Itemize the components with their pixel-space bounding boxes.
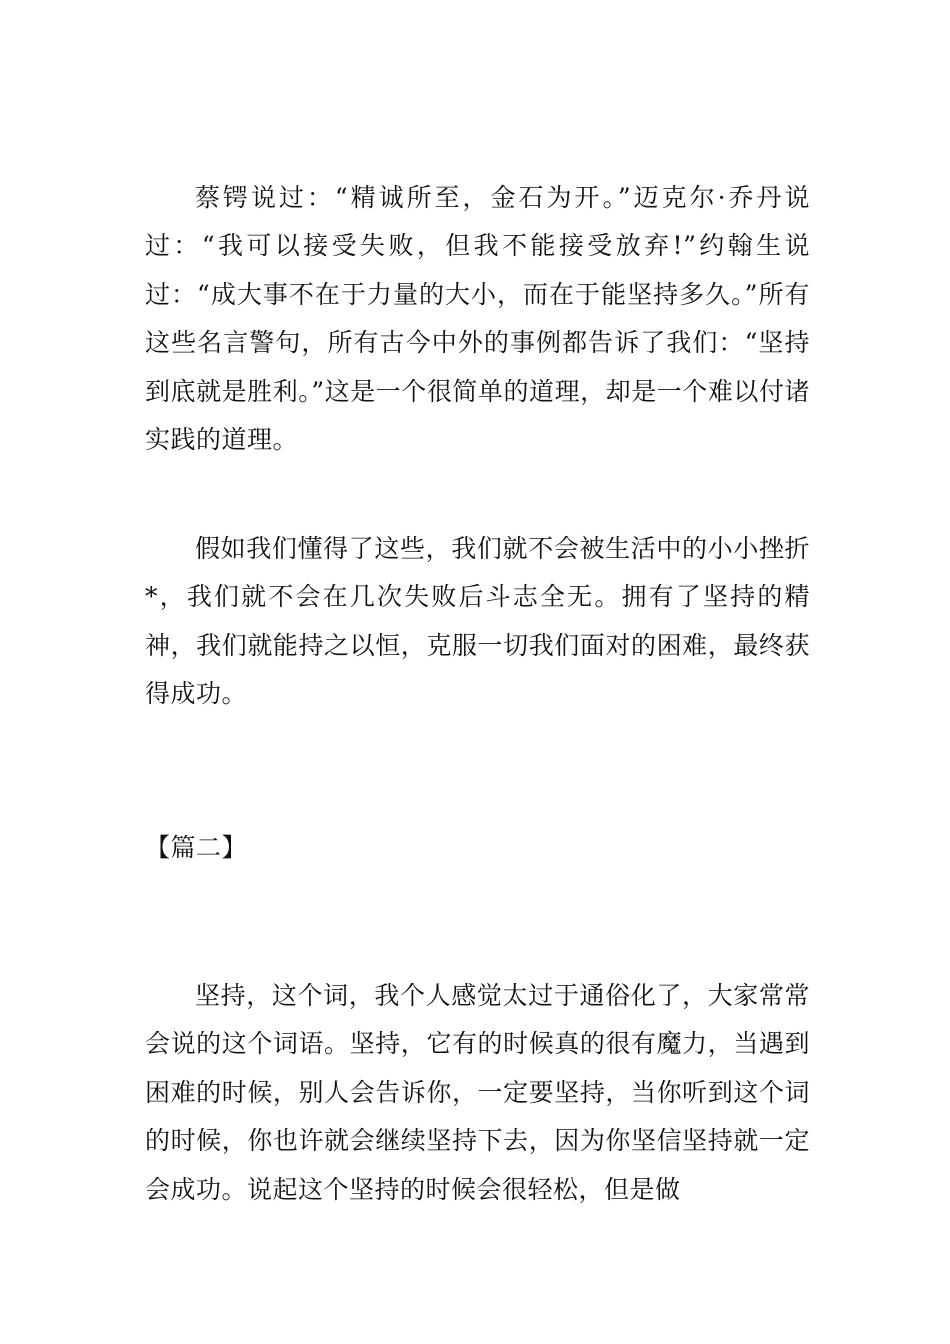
body-paragraph: 坚持，这个词，我个人感觉太过于通俗化了，大家常常会说的这个词语。坚持，它有的时候真的很有魔力，当遇到困难的时候，别人会告诉你，一定要坚持，当你听到这个词的时候，你也许就会继续坚持下去，因为你坚信坚持就一定会成功。说起这个坚持的时候会很轻松，但是做 — [145, 981, 810, 1204]
body-paragraph: 假如我们懂得了这些，我们就不会被生活中的小小挫折*，我们就不会在几次失败后斗志全无。拥有了坚持的精神，我们就能持之以恒，克服一切我们面对的困难，最终获得成功。 — [145, 534, 810, 709]
body-paragraph: 蔡锷说过：“精诚所至，金石为开。”迈克尔·乔丹说过：“我可以接受失败，但我不能接受放弃!”约翰生说过：“成大事不在于力量的大小，而在于能坚持多久。”所有这些名言警句，所有古今中外的事例都告诉了我们：“坚持到底就是胜利。”这是一个很简单的道理，却是一个难以付诸实践的道理。 — [145, 183, 810, 455]
section-heading: 【篇二】 — [145, 833, 248, 862]
